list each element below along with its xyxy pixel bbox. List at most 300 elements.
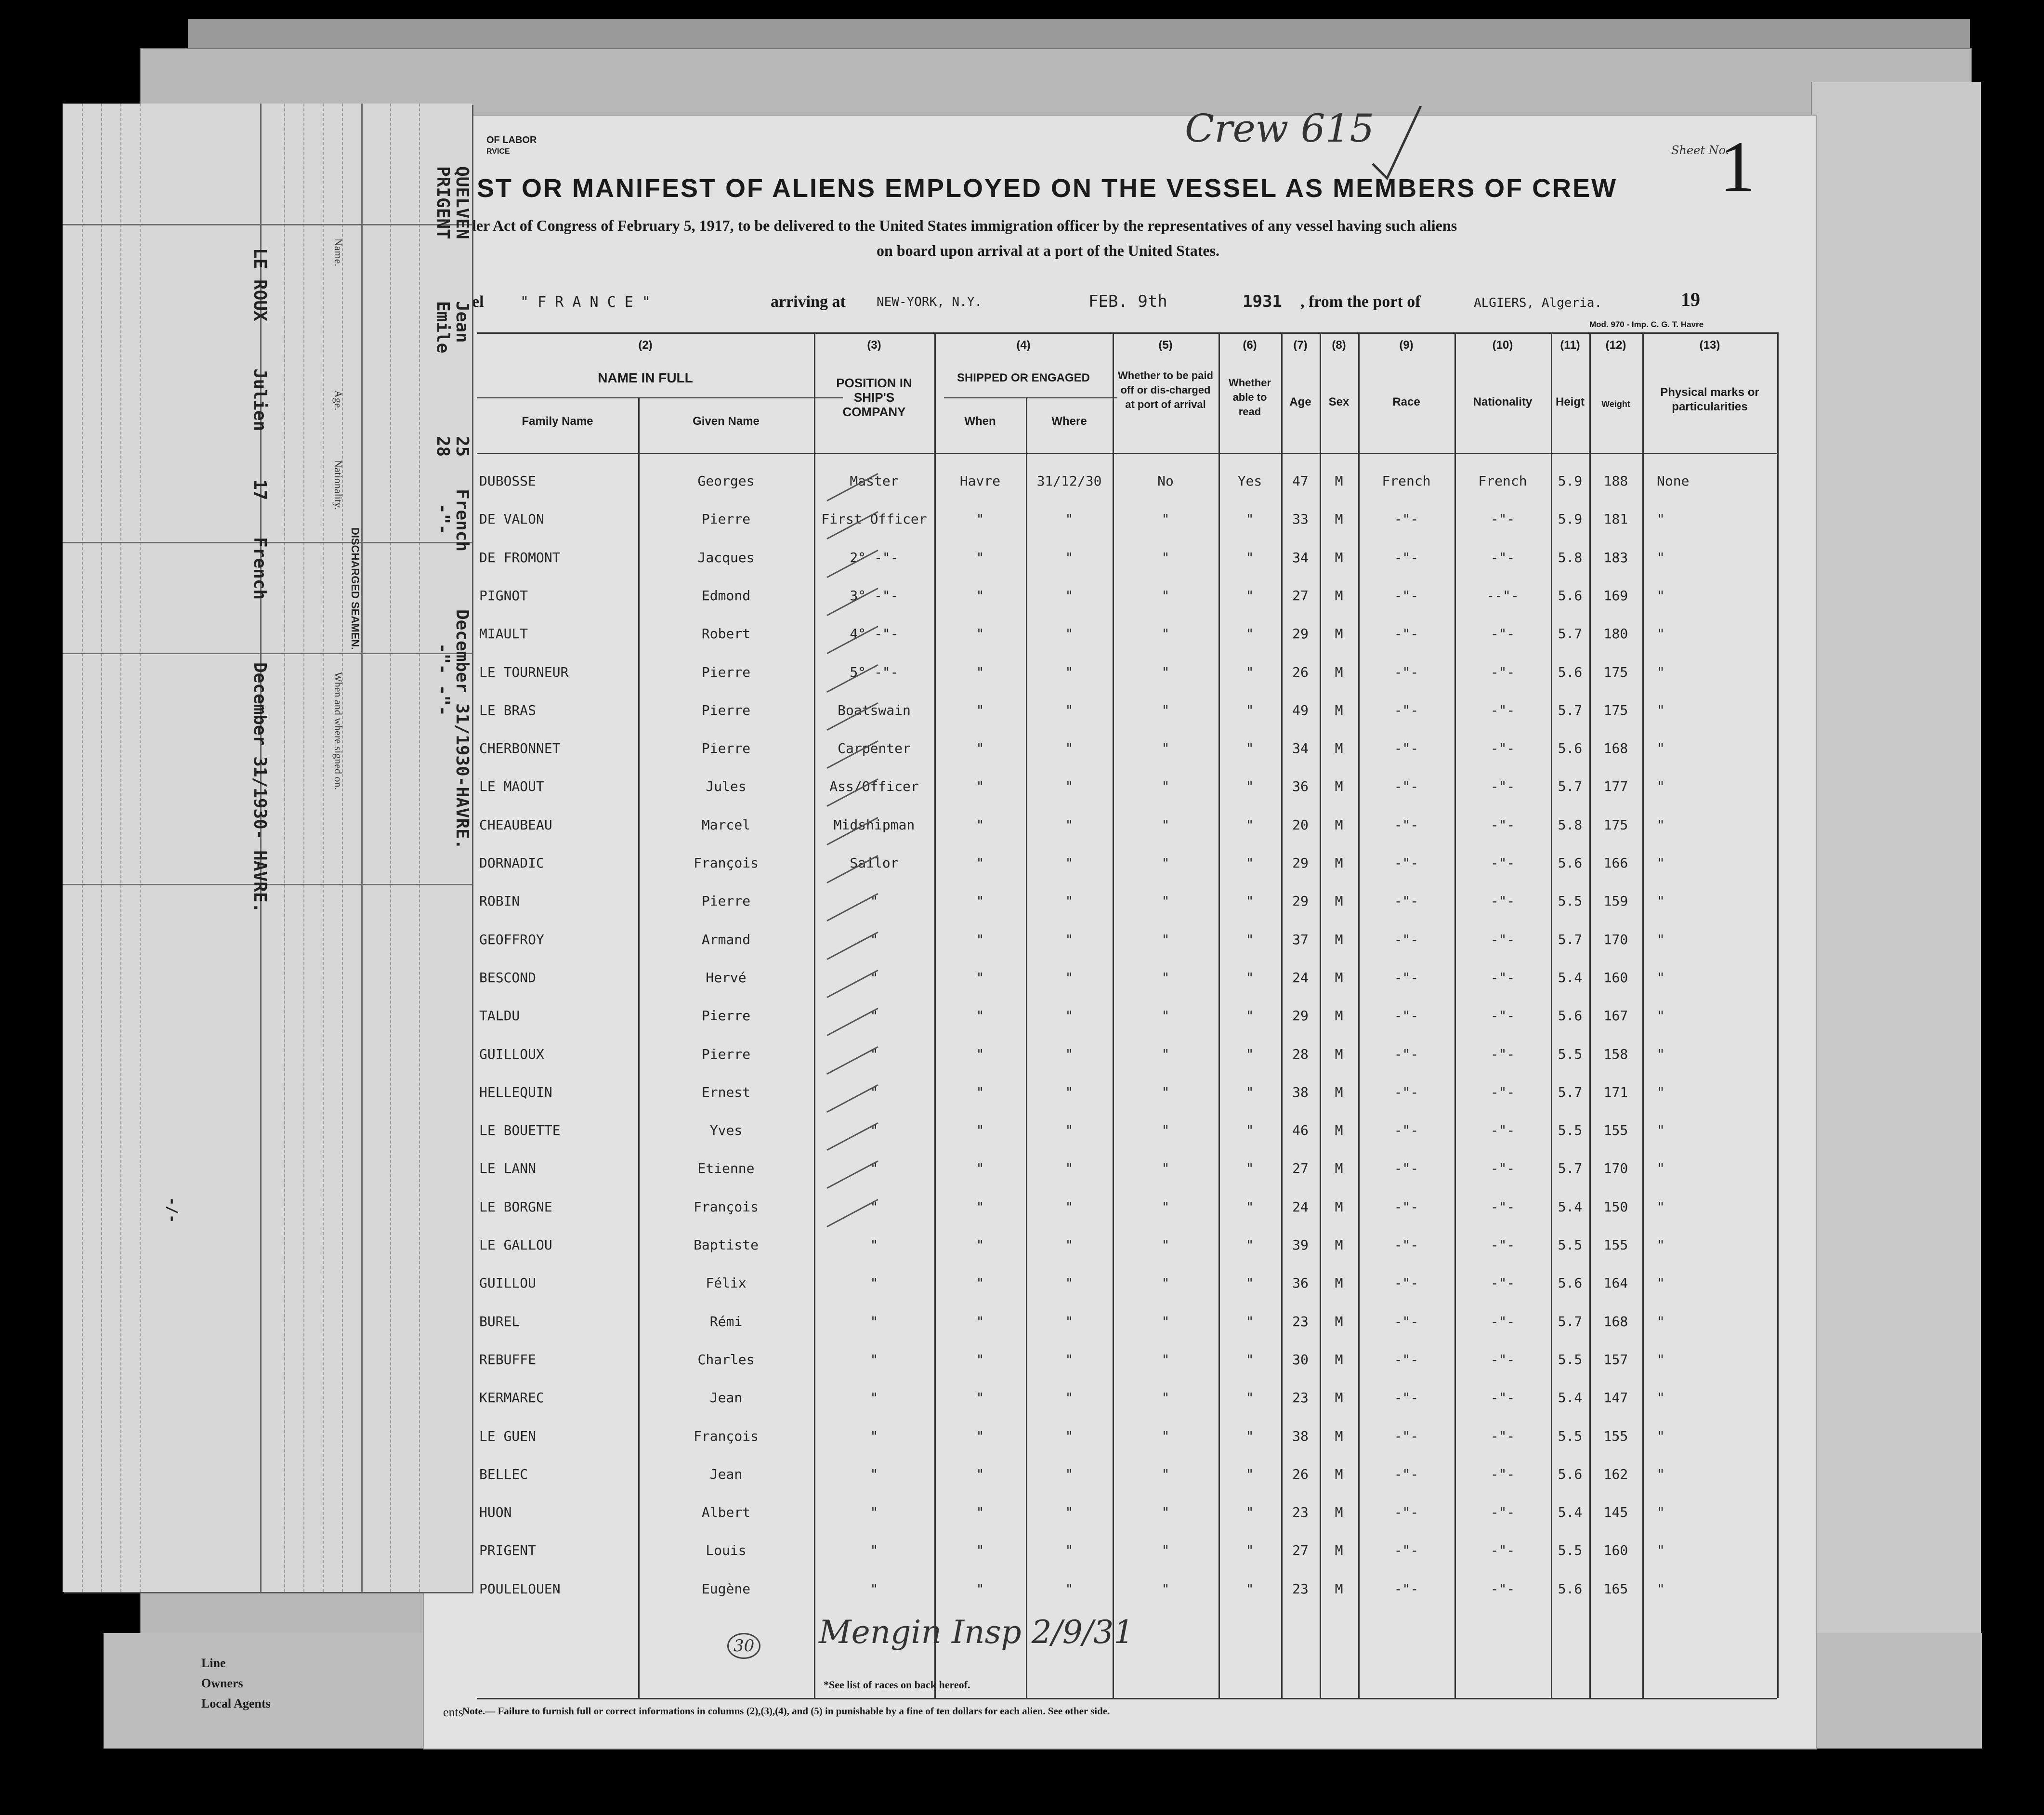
where-cell: " xyxy=(1065,1122,1074,1139)
paid-off-cell: " xyxy=(1161,1542,1170,1559)
able-to-read-cell: " xyxy=(1245,816,1254,833)
given-name-cell: François xyxy=(694,855,759,871)
where-cell: " xyxy=(1065,1580,1074,1597)
nationality-cell: -"- xyxy=(1490,855,1515,871)
height-cell: 5.7 xyxy=(1558,1313,1583,1329)
sex-cell: M xyxy=(1335,1160,1343,1177)
sex-cell: M xyxy=(1335,664,1343,680)
height-cell: 5.6 xyxy=(1558,1580,1583,1597)
nationality-cell: -"- xyxy=(1490,511,1515,527)
weight-cell: 162 xyxy=(1603,1466,1628,1482)
given-name-cell: Pierre xyxy=(701,1008,751,1024)
where-cell: " xyxy=(1065,1466,1074,1482)
weight-cell: 155 xyxy=(1603,1428,1628,1444)
when-cell: " xyxy=(976,1390,984,1406)
agents-suffix: ents xyxy=(443,1705,463,1719)
table-row xyxy=(424,1379,1816,1417)
nationality-cell: --"- xyxy=(1486,587,1519,604)
family-name-cell: REBUFFE xyxy=(479,1351,537,1368)
physical-marks-cell: " xyxy=(1657,1504,1665,1521)
weight-cell: 181 xyxy=(1603,511,1628,527)
where-cell: " xyxy=(1065,1428,1074,1444)
sex-cell: M xyxy=(1335,1313,1343,1329)
age-cell: 34 xyxy=(1292,549,1309,566)
race-cell: -"- xyxy=(1394,1198,1419,1215)
paid-off-cell: " xyxy=(1161,816,1170,833)
sex-cell: M xyxy=(1335,855,1343,871)
arrival-year: 1931 xyxy=(1243,292,1282,311)
weight-cell: 150 xyxy=(1603,1198,1628,1215)
sex-cell: M xyxy=(1335,1237,1343,1253)
able-to-read-cell: " xyxy=(1245,855,1254,871)
position-cell: " xyxy=(870,1580,878,1597)
where-cell: " xyxy=(1065,1237,1074,1253)
where-cell: " xyxy=(1065,511,1074,527)
sex-cell: M xyxy=(1335,511,1343,527)
when-cell: " xyxy=(976,778,984,795)
family-name-cell: TALDU xyxy=(479,1008,520,1024)
where-cell: " xyxy=(1065,893,1074,909)
discharged-heading: DISCHARGED SEAMEN. xyxy=(349,527,361,650)
slip-entry1-given: Jean xyxy=(452,301,472,343)
family-name-cell: GUILLOUX xyxy=(479,1046,544,1062)
position-cell: " xyxy=(870,1504,878,1521)
age-cell: 29 xyxy=(1292,626,1309,642)
race-cell: -"- xyxy=(1394,1428,1419,1444)
when-cell: " xyxy=(976,1237,984,1253)
nationality-cell: -"- xyxy=(1490,778,1515,795)
paid-off-cell: " xyxy=(1161,1504,1170,1521)
given-name-cell: Jacques xyxy=(697,549,755,566)
age-cell: 36 xyxy=(1292,1275,1309,1291)
race-cell: -"- xyxy=(1394,1237,1419,1253)
family-name-cell: LE GUEN xyxy=(479,1428,537,1444)
age-cell: 23 xyxy=(1292,1313,1309,1329)
able-to-read-cell: " xyxy=(1245,587,1254,604)
age-cell: 36 xyxy=(1292,778,1309,795)
physical-marks-cell: " xyxy=(1657,1046,1665,1062)
able-to-read-cell: " xyxy=(1245,549,1254,566)
crew-rows xyxy=(424,462,1816,1696)
sex-cell: M xyxy=(1335,549,1343,566)
col11-number: (11) xyxy=(1560,339,1580,352)
when-cell: " xyxy=(976,1008,984,1024)
age-cell: 33 xyxy=(1292,511,1309,527)
slip-entry3-age: 17 xyxy=(250,479,270,500)
family-name-cell: DORNADIC xyxy=(479,855,544,871)
race-cell: -"- xyxy=(1394,740,1419,757)
position-cell: " xyxy=(870,1160,878,1177)
age-cell: 26 xyxy=(1292,1466,1309,1482)
when-cell: " xyxy=(976,1580,984,1597)
when-cell: " xyxy=(976,1198,984,1215)
physical-marks-cell: " xyxy=(1657,1237,1665,1253)
weight-cell: 160 xyxy=(1603,969,1628,986)
age-cell: 28 xyxy=(1292,1046,1309,1062)
physical-marks-cell: " xyxy=(1657,740,1665,757)
paid-off-cell: " xyxy=(1161,1160,1170,1177)
when-cell: " xyxy=(976,1084,984,1100)
race-cell: -"- xyxy=(1394,1160,1419,1177)
when-cell: " xyxy=(976,1275,984,1291)
nationality-cell: -"- xyxy=(1490,1351,1515,1368)
sex-cell: M xyxy=(1335,1084,1343,1100)
sex-cell: M xyxy=(1335,1542,1343,1559)
family-name-cell: LE TOURNEUR xyxy=(479,664,569,680)
able-to-read-cell: " xyxy=(1245,511,1254,527)
discharged-seamen-slip xyxy=(63,104,472,1592)
race-cell: -"- xyxy=(1394,1580,1419,1597)
family-name-cell: DUBOSSE xyxy=(479,473,537,489)
weight-cell: 165 xyxy=(1603,1580,1628,1597)
nationality-cell: -"- xyxy=(1490,1008,1515,1024)
family-name-cell: POULELOUEN xyxy=(479,1580,561,1597)
nationality-cell: -"- xyxy=(1490,1390,1515,1406)
able-to-read-cell: " xyxy=(1245,626,1254,642)
where-cell: " xyxy=(1065,626,1074,642)
given-name-cell: Charles xyxy=(697,1351,755,1368)
when-cell: " xyxy=(976,1046,984,1062)
where-cell: " xyxy=(1065,855,1074,871)
able-to-read-cell: " xyxy=(1245,931,1254,947)
race-cell: -"- xyxy=(1394,1504,1419,1521)
position-cell: " xyxy=(870,1428,878,1444)
height-cell: 5.9 xyxy=(1558,473,1583,489)
col12-number: (12) xyxy=(1605,339,1626,352)
race-cell: -"- xyxy=(1394,1122,1419,1139)
local-agents-label: Local Agents xyxy=(201,1697,271,1710)
height-cell: 5.7 xyxy=(1558,1084,1583,1100)
height-cell: 5.6 xyxy=(1558,1275,1583,1291)
mod-note: Mod. 970 - Imp. C. G. T. Havre xyxy=(1589,320,1704,329)
age-cell: 24 xyxy=(1292,1198,1309,1215)
age-cell: 37 xyxy=(1292,931,1309,947)
position-cell: Sailor xyxy=(850,855,899,871)
given-name-header: Given Name xyxy=(693,415,760,428)
slip-entry3-nationality: French xyxy=(250,537,270,600)
race-cell: -"- xyxy=(1394,1046,1419,1062)
height-cell: 5.5 xyxy=(1558,1046,1583,1062)
when-cell: " xyxy=(976,969,984,986)
position-cell: " xyxy=(870,1390,878,1406)
when-cell: " xyxy=(976,1428,984,1444)
paid-off-cell: " xyxy=(1161,1237,1170,1253)
slip-entry3-family: LE ROUX xyxy=(250,248,270,321)
where-cell: " xyxy=(1065,1008,1074,1024)
slip-entry2-given: Emile xyxy=(433,301,453,354)
paid-off-cell: " xyxy=(1161,1008,1170,1024)
height-cell: 5.7 xyxy=(1558,626,1583,642)
physical-marks-cell: " xyxy=(1657,1428,1665,1444)
from-port-label: , from the port of xyxy=(1300,293,1421,311)
physical-marks-cell: " xyxy=(1657,855,1665,871)
race-cell: -"- xyxy=(1394,626,1419,642)
family-name-cell: LE BRAS xyxy=(479,702,537,718)
nationality-cell: -"- xyxy=(1490,816,1515,833)
manifest-title: ST OR MANIFEST OF ALIENS EMPLOYED ON THE VESSEL AS MEMBERS OF CREW xyxy=(477,174,1618,203)
where-cell: " xyxy=(1065,549,1074,566)
family-name-cell: CHERBONNET xyxy=(479,740,561,757)
race-cell: -"- xyxy=(1394,969,1419,986)
height-cell: 5.6 xyxy=(1558,587,1583,604)
weight-header: Weight xyxy=(1601,399,1630,409)
weight-cell: 177 xyxy=(1603,778,1628,795)
position-cell: 3° -"- xyxy=(850,587,899,604)
height-cell: 5.6 xyxy=(1558,740,1583,757)
where-header: Where xyxy=(1051,415,1087,428)
age-cell: 38 xyxy=(1292,1084,1309,1100)
physical-marks-cell: " xyxy=(1657,931,1665,947)
position-cell: " xyxy=(870,1198,878,1215)
sex-cell: M xyxy=(1335,1504,1343,1521)
able-to-read-cell: " xyxy=(1245,740,1254,757)
where-cell: " xyxy=(1065,1275,1074,1291)
age-cell: 29 xyxy=(1292,855,1309,871)
height-cell: 5.5 xyxy=(1558,1542,1583,1559)
given-name-cell: Pierre xyxy=(701,893,751,909)
table-row xyxy=(424,1418,1816,1455)
race-header: Race xyxy=(1392,395,1420,408)
physical-marks-cell: " xyxy=(1657,778,1665,795)
given-name-cell: Ernest xyxy=(701,1084,751,1100)
table-row xyxy=(424,1112,1816,1149)
sex-cell: M xyxy=(1335,1275,1343,1291)
paid-off-cell: " xyxy=(1161,1046,1170,1062)
slip-entry2-nationality: -"- xyxy=(433,503,453,535)
paid-off-header: Whether to be paid off or dis-charged at port of arrival xyxy=(1118,369,1213,410)
where-cell: " xyxy=(1065,1160,1074,1177)
arriving-place: NEW-YORK, N.Y. xyxy=(877,295,983,309)
slip-nationality-heading: Nationality. xyxy=(332,460,344,510)
slip-entry1-family: QUELVEN xyxy=(452,166,472,239)
col6-number: (6) xyxy=(1243,339,1257,352)
col3-number: (3) xyxy=(867,339,881,352)
height-cell: 5.8 xyxy=(1558,816,1583,833)
sex-cell: M xyxy=(1335,1390,1343,1406)
age-cell: 46 xyxy=(1292,1122,1309,1139)
physical-marks-cell: " xyxy=(1657,1084,1665,1100)
race-cell: -"- xyxy=(1394,549,1419,566)
height-cell: 5.5 xyxy=(1558,893,1583,909)
col13-number: (13) xyxy=(1699,339,1720,352)
given-name-cell: Jean xyxy=(709,1390,743,1406)
nationality-header: Nationality xyxy=(1473,395,1533,408)
age-cell: 24 xyxy=(1292,969,1309,986)
slip-entry1-signed: December 31/1930-HAVRE. xyxy=(452,609,472,850)
table-row xyxy=(424,1570,1816,1608)
nationality-cell: -"- xyxy=(1490,702,1515,718)
weight-cell: 170 xyxy=(1603,1160,1628,1177)
family-name-cell: LE MAOUT xyxy=(479,778,544,795)
nationality-cell: -"- xyxy=(1490,549,1515,566)
table-row xyxy=(424,615,1816,653)
slip-entry1-age: 25 xyxy=(452,436,472,457)
position-cell: " xyxy=(870,1466,878,1482)
when-cell: Havre xyxy=(959,473,1001,489)
able-to-read-cell: " xyxy=(1245,1084,1254,1100)
when-cell: " xyxy=(976,1504,984,1521)
given-name-cell: Louis xyxy=(706,1542,747,1559)
family-name-header: Family Name xyxy=(522,415,593,428)
physical-marks-cell: " xyxy=(1657,816,1665,833)
paid-off-cell: " xyxy=(1161,740,1170,757)
able-to-read-cell: " xyxy=(1245,1008,1254,1024)
where-cell: " xyxy=(1065,1390,1074,1406)
table-row xyxy=(424,462,1816,500)
position-cell: " xyxy=(870,1275,878,1291)
physical-marks-cell: " xyxy=(1657,549,1665,566)
position-header: POSITION IN SHIP'S COMPANY xyxy=(836,376,912,419)
paid-off-cell: " xyxy=(1161,1580,1170,1597)
weight-cell: 166 xyxy=(1603,855,1628,871)
age-cell: 20 xyxy=(1292,816,1309,833)
paid-off-cell: " xyxy=(1161,1275,1170,1291)
nationality-cell: -"- xyxy=(1490,931,1515,947)
able-to-read-cell: " xyxy=(1245,1237,1254,1253)
height-cell: 5.4 xyxy=(1558,1390,1583,1406)
race-cell: -"- xyxy=(1394,855,1419,871)
race-cell: -"- xyxy=(1394,1390,1419,1406)
paid-off-cell: " xyxy=(1161,893,1170,909)
height-cell: 5.6 xyxy=(1558,1008,1583,1024)
sex-cell: M xyxy=(1335,626,1343,642)
physical-marks-cell: " xyxy=(1657,626,1665,642)
when-cell: " xyxy=(976,1160,984,1177)
position-cell: " xyxy=(870,1046,878,1062)
able-to-read-cell: " xyxy=(1245,1504,1254,1521)
where-cell: " xyxy=(1065,931,1074,947)
weight-cell: 175 xyxy=(1603,702,1628,718)
given-name-cell: Rémi xyxy=(709,1313,743,1329)
where-cell: " xyxy=(1065,816,1074,833)
given-name-cell: Eugène xyxy=(701,1580,751,1597)
where-cell: " xyxy=(1065,664,1074,680)
family-name-cell: LE BORGNE xyxy=(479,1198,552,1215)
when-cell: " xyxy=(976,549,984,566)
slip-entry2-family: PRIGENT xyxy=(433,166,453,239)
physical-marks-cell: " xyxy=(1657,702,1665,718)
weight-cell: 167 xyxy=(1603,1008,1628,1024)
race-cell: -"- xyxy=(1394,816,1419,833)
col9-number: (9) xyxy=(1399,339,1414,352)
physical-marks-cell: " xyxy=(1657,1390,1665,1406)
position-cell: 5° -"- xyxy=(850,664,899,680)
weight-cell: 155 xyxy=(1603,1237,1628,1253)
height-cell: 5.7 xyxy=(1558,778,1583,795)
height-cell: 5.7 xyxy=(1558,702,1583,718)
table-row xyxy=(424,1150,1816,1187)
shipped-header: SHIPPED OR ENGAGED xyxy=(956,371,1090,384)
checkmark-icon xyxy=(1368,106,1426,183)
able-to-read-cell: " xyxy=(1245,1580,1254,1597)
where-cell: " xyxy=(1065,1351,1074,1368)
table-row xyxy=(424,959,1816,997)
race-cell: -"- xyxy=(1394,1351,1419,1368)
vessel-prefix: el xyxy=(472,293,484,311)
vessel-name: " F R A N C E " xyxy=(520,294,651,311)
col2-number: (2) xyxy=(638,339,653,352)
nationality-cell: -"- xyxy=(1490,1542,1515,1559)
given-name-cell: François xyxy=(694,1428,759,1444)
manifest-page xyxy=(424,106,1816,1749)
physical-marks-cell: " xyxy=(1657,1160,1665,1177)
age-cell: 38 xyxy=(1292,1428,1309,1444)
act-line: ler Act of Congress of February 5, 1917, to be delivered to the United States immigration officer by the representatives of any vessel having such aliens xyxy=(472,217,1457,234)
physical-marks-cell: " xyxy=(1657,664,1665,680)
height-cell: 5.7 xyxy=(1558,1160,1583,1177)
where-cell: " xyxy=(1065,1046,1074,1062)
when-cell: " xyxy=(976,664,984,680)
where-cell: " xyxy=(1065,1084,1074,1100)
position-cell: Master xyxy=(850,473,899,489)
table-row xyxy=(424,577,1816,615)
weight-cell: 160 xyxy=(1603,1542,1628,1559)
act-line-2: on board upon arrival at a port of the United States. xyxy=(877,242,1220,259)
position-cell: " xyxy=(870,969,878,986)
race-cell: -"- xyxy=(1394,931,1419,947)
family-name-cell: PRIGENT xyxy=(479,1542,537,1559)
family-name-cell: HELLEQUIN xyxy=(479,1084,552,1100)
when-cell: " xyxy=(976,816,984,833)
age-cell: 23 xyxy=(1292,1504,1309,1521)
race-cell: -"- xyxy=(1394,893,1419,909)
owners-label: Owners xyxy=(201,1676,243,1690)
when-cell: " xyxy=(976,702,984,718)
race-cell: -"- xyxy=(1394,1313,1419,1329)
col4-number: (4) xyxy=(1016,339,1031,352)
given-name-cell: Pierre xyxy=(701,664,751,680)
height-cell: 5.5 xyxy=(1558,1122,1583,1139)
able-to-read-cell: " xyxy=(1245,702,1254,718)
nationality-cell: -"- xyxy=(1490,1046,1515,1062)
physical-marks-cell: " xyxy=(1657,1275,1665,1291)
nationality-cell: -"- xyxy=(1490,1275,1515,1291)
inspector-signature: Mengin Insp 2/9/31 xyxy=(819,1614,1134,1651)
nationality-cell: -"- xyxy=(1490,1504,1515,1521)
sex-cell: M xyxy=(1335,702,1343,718)
nationality-cell: -"- xyxy=(1490,1313,1515,1329)
when-cell: " xyxy=(976,893,984,909)
age-cell: 47 xyxy=(1292,473,1309,489)
weight-cell: 155 xyxy=(1603,1122,1628,1139)
slip-entry2-signed: -"- -"- xyxy=(433,643,453,716)
position-cell: Ass/Officer xyxy=(829,778,919,795)
able-to-read-cell: " xyxy=(1245,1160,1254,1177)
position-cell: " xyxy=(870,1122,878,1139)
family-name-cell: PIGNOT xyxy=(479,587,528,604)
race-cell: -"- xyxy=(1394,1466,1419,1482)
position-cell: " xyxy=(870,1351,878,1368)
able-to-read-cell: " xyxy=(1245,1275,1254,1291)
family-name-cell: LE LANN xyxy=(479,1160,537,1177)
physical-marks-cell: " xyxy=(1657,1313,1665,1329)
paid-off-cell: " xyxy=(1161,1198,1170,1215)
table-row xyxy=(424,997,1816,1035)
position-cell: 4° -"- xyxy=(850,626,899,642)
sex-header: Sex xyxy=(1328,395,1350,408)
paid-off-cell: " xyxy=(1161,1466,1170,1482)
able-to-read-cell: " xyxy=(1245,969,1254,986)
sheet-number: 1 xyxy=(1719,127,1756,207)
nationality-cell: -"- xyxy=(1490,740,1515,757)
table-row xyxy=(424,1074,1816,1111)
physical-marks-cell: " xyxy=(1657,511,1665,527)
physical-marks-cell: " xyxy=(1657,1198,1665,1215)
given-name-cell: François xyxy=(694,1198,759,1215)
physical-marks-cell: " xyxy=(1657,893,1665,909)
slip-signed-heading: When and where signed on. xyxy=(332,672,344,790)
table-row xyxy=(424,1494,1816,1531)
